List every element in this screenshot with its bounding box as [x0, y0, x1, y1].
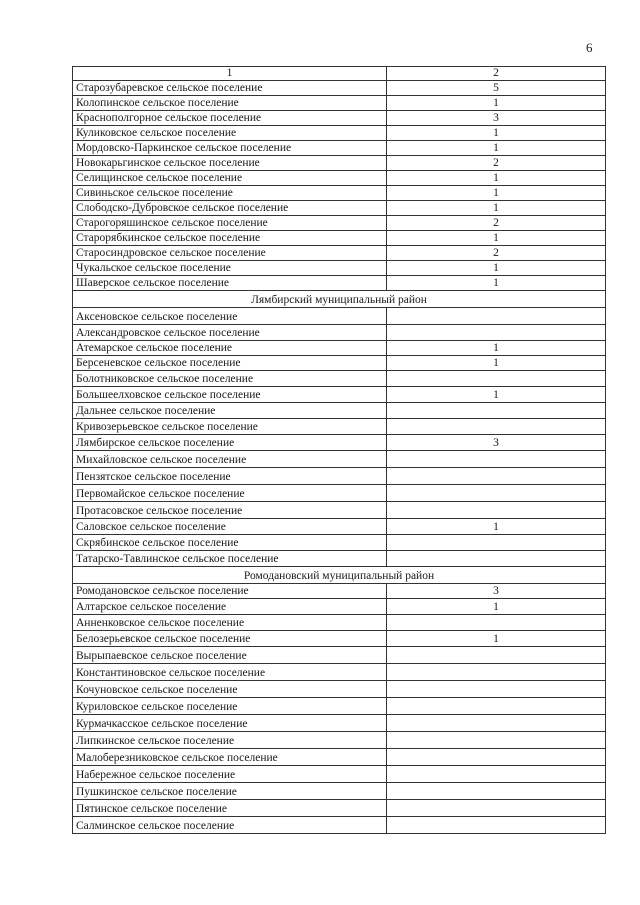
settlement-name: Старосиндровское сельское поселение: [73, 246, 387, 261]
table-row: [73, 519, 606, 535]
settlement-value: 1: [387, 231, 606, 246]
settlement-value: 1: [387, 276, 606, 291]
section-row: [73, 567, 606, 584]
table-row: [73, 371, 606, 387]
table-row: [73, 156, 606, 171]
table-row: [73, 783, 606, 800]
settlement-value: [387, 371, 606, 387]
settlement-value: 1: [387, 356, 606, 371]
settlement-value: [387, 800, 606, 817]
settlements-table: [72, 66, 606, 834]
settlement-value: [387, 681, 606, 698]
settlement-name: Пушкинское сельское поселение: [73, 783, 387, 800]
table-row: [73, 435, 606, 451]
settlement-name: Михайловское сельское поселение: [73, 451, 387, 468]
settlement-value: 3: [387, 435, 606, 451]
settlement-value: 1: [387, 261, 606, 276]
settlement-value: [387, 403, 606, 419]
settlement-name: Курмачкасское сельское поселение: [73, 715, 387, 732]
settlement-value: 2: [387, 246, 606, 261]
table-row: [73, 817, 606, 834]
table-row: [73, 403, 606, 419]
table-row: [73, 216, 606, 231]
table-row: [73, 387, 606, 403]
settlement-name: Аксеновское сельское поселение: [73, 308, 387, 325]
settlement-name: Берсеневское сельское поселение: [73, 356, 387, 371]
table-row: [73, 615, 606, 631]
table-row: [73, 141, 606, 156]
table-row: [73, 276, 606, 291]
table-row: [73, 584, 606, 599]
table-row: [73, 261, 606, 276]
settlement-name: Сивиньское сельское поселение: [73, 186, 387, 201]
settlement-name: Большеелховское сельское поселение: [73, 387, 387, 403]
settlement-name: Александровское сельское поселение: [73, 325, 387, 341]
settlement-name: Набережное сельское поселение: [73, 766, 387, 783]
settlement-value: [387, 308, 606, 325]
settlement-name: Пензятское сельское поселение: [73, 468, 387, 485]
table-row: [73, 502, 606, 519]
settlement-name: Старорябкинское сельское поселение: [73, 231, 387, 246]
settlement-value: [387, 698, 606, 715]
settlement-value: 1: [387, 96, 606, 111]
table-row: [73, 715, 606, 732]
settlement-value: 1: [387, 186, 606, 201]
settlement-name: Куриловское сельское поселение: [73, 698, 387, 715]
settlement-value: 5: [387, 81, 606, 96]
settlement-value: 1: [387, 126, 606, 141]
settlement-name: Вырыпаевское сельское поселение: [73, 647, 387, 664]
table-row: [73, 681, 606, 698]
settlement-name: Новокарьгинское сельское поселение: [73, 156, 387, 171]
settlement-name: Саловское сельское поселение: [73, 519, 387, 535]
settlement-name: Анненковское сельское поселение: [73, 615, 387, 631]
settlement-name: Константиновское сельское поселение: [73, 664, 387, 681]
settlement-name: Малоберезниковское сельское поселение: [73, 749, 387, 766]
table-row: [73, 96, 606, 111]
settlement-value: [387, 647, 606, 664]
settlement-name: Кривозерьевское сельское поселение: [73, 419, 387, 435]
settlement-name: Протасовское сельское поселение: [73, 502, 387, 519]
settlement-name: Шаверское сельское поселение: [73, 276, 387, 291]
settlement-name: Старозубаревское сельское поселение: [73, 81, 387, 96]
settlement-name: Чукальское сельское поселение: [73, 261, 387, 276]
table-body: [73, 67, 606, 834]
settlement-name: Старогоряшинское сельское поселение: [73, 216, 387, 231]
table-row: [73, 308, 606, 325]
settlement-value: [387, 615, 606, 631]
settlement-value: [387, 535, 606, 551]
settlement-value: [387, 664, 606, 681]
settlement-value: [387, 485, 606, 502]
settlement-name: Скрябинское сельское поселение: [73, 535, 387, 551]
table-row: [73, 246, 606, 261]
settlement-value: [387, 783, 606, 800]
settlement-value: 1: [387, 599, 606, 615]
header-col-1: 1: [73, 67, 387, 81]
settlement-name: Дальнее сельское поселение: [73, 403, 387, 419]
section-title: Лямбирский муниципальный район: [73, 291, 606, 308]
settlement-value: 2: [387, 156, 606, 171]
header-col-2: 2: [387, 67, 606, 81]
settlement-value: [387, 468, 606, 485]
settlement-value: [387, 551, 606, 567]
table-row: [73, 732, 606, 749]
settlement-value: 1: [387, 387, 606, 403]
table-row: [73, 468, 606, 485]
settlement-name: Колопинское сельское поселение: [73, 96, 387, 111]
table-row: [73, 81, 606, 96]
settlement-name: Татарско-Тавлинское сельское поселение: [73, 551, 387, 567]
table-row: [73, 766, 606, 783]
settlement-value: 1: [387, 141, 606, 156]
settlement-name: Селищинское сельское поселение: [73, 171, 387, 186]
settlement-value: 1: [387, 201, 606, 216]
settlement-value: [387, 502, 606, 519]
settlement-name: Белозерьевское сельское поселение: [73, 631, 387, 647]
settlement-name: Ромодановское сельское поселение: [73, 584, 387, 599]
table-row: [73, 451, 606, 468]
table-row: [73, 647, 606, 664]
settlement-value: 3: [387, 111, 606, 126]
settlement-name: Лямбирское сельское поселение: [73, 435, 387, 451]
settlement-name: Салминское сельское поселение: [73, 817, 387, 834]
settlement-value: [387, 715, 606, 732]
settlement-name: Куликовское сельское поселение: [73, 126, 387, 141]
settlement-value: [387, 325, 606, 341]
settlement-value: [387, 419, 606, 435]
table-row: [73, 631, 606, 647]
table-row: [73, 111, 606, 126]
table-row: [73, 599, 606, 615]
section-row: [73, 291, 606, 308]
header-row: [73, 67, 606, 81]
settlement-name: Пятинское сельское поселение: [73, 800, 387, 817]
settlement-value: 1: [387, 341, 606, 356]
settlement-name: Алтарское сельское поселение: [73, 599, 387, 615]
table-row: [73, 698, 606, 715]
table-row: [73, 201, 606, 216]
settlement-name: Липкинское сельское поселение: [73, 732, 387, 749]
settlement-name: Мордовско-Паркинское сельское поселение: [73, 141, 387, 156]
settlement-name: Первомайское сельское поселение: [73, 485, 387, 502]
table-row: [73, 749, 606, 766]
table-row: [73, 341, 606, 356]
table-row: [73, 535, 606, 551]
table-row: [73, 325, 606, 341]
settlement-value: [387, 749, 606, 766]
table-row: [73, 551, 606, 567]
section-title: Ромодановский муниципальный район: [73, 567, 606, 584]
table-row: [73, 485, 606, 502]
settlement-name: Краснополгорное сельское поселение: [73, 111, 387, 126]
settlement-value: [387, 732, 606, 749]
table-row: [73, 800, 606, 817]
table-row: [73, 186, 606, 201]
table-row: [73, 419, 606, 435]
page-number: 6: [586, 40, 593, 55]
settlement-name: Атемарское сельское поселение: [73, 341, 387, 356]
settlement-value: 1: [387, 519, 606, 535]
settlement-name: Кочуновское сельское поселение: [73, 681, 387, 698]
settlement-value: [387, 451, 606, 468]
settlement-value: 1: [387, 631, 606, 647]
settlement-name: Слободско-Дубровское сельское поселение: [73, 201, 387, 216]
settlement-value: [387, 817, 606, 834]
table-row: [73, 126, 606, 141]
settlement-value: 3: [387, 584, 606, 599]
settlement-value: [387, 766, 606, 783]
settlement-name: Болотниковское сельское поселение: [73, 371, 387, 387]
table-row: [73, 356, 606, 371]
table-row: [73, 664, 606, 681]
settlement-value: 2: [387, 216, 606, 231]
table-row: [73, 231, 606, 246]
table-row: [73, 171, 606, 186]
settlement-value: 1: [387, 171, 606, 186]
